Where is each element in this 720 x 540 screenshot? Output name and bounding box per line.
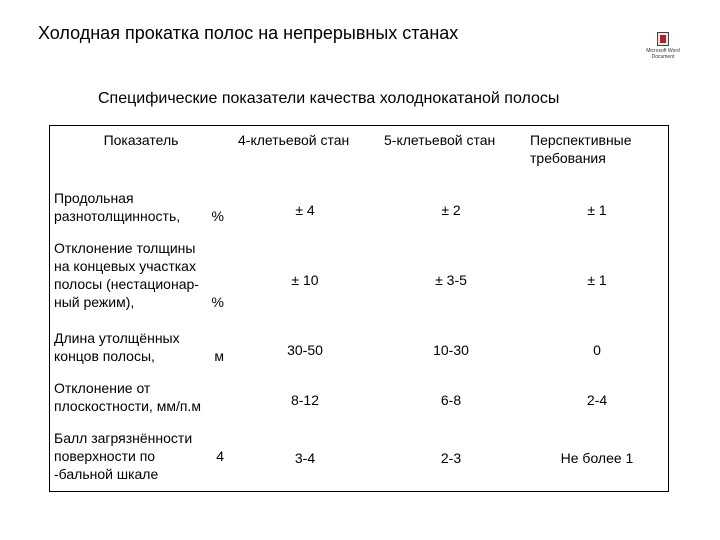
quality-table [49,125,669,492]
value-cell: 2-3 [440,450,462,466]
value-cell: ± 3-5 [435,272,467,288]
indicator-line: Отклонение толщины [54,240,196,256]
indicator-line: Балл загрязнённости [54,430,193,446]
page-title: Холодная прокатка полос на непрерывных станах [38,23,459,43]
document-logo-icon [657,32,669,46]
table-row [50,325,670,375]
indicator-line: плоскостности, мм/п.м [54,398,201,414]
indicator-line: полосы (нестационар- [54,276,199,292]
table-row [50,235,670,325]
header-indicator: Показатель [103,132,179,148]
value-cell: 10-30 [433,342,469,358]
indicator-line: Продольная [54,190,134,206]
indicator-unit: % [211,208,224,224]
table-row [50,425,670,491]
value-cell: 0 [593,342,601,358]
header-4-stand: 4-клетьевой стан [238,132,350,148]
indicator-cell [50,375,232,425]
value-cell: ± 2 [441,202,461,218]
value-cell: ± 4 [295,202,315,218]
indicator-line: разнотолщинность, [54,208,181,224]
header-5-stand: 5-клетьевой стан [384,132,496,148]
value-cell: 3-4 [294,450,316,466]
value-cell: 2-4 [586,392,608,408]
document-logo [646,30,680,62]
indicator-line: ный режим), [54,294,135,310]
indicator-line: поверхности по [54,448,156,464]
value-cell: ± 1 [587,202,607,218]
indicator-line: концов полосы, [54,348,155,364]
indicator-line: Длина утолщённых [54,330,180,346]
value-cell: ± 1 [587,272,607,288]
value-cell: 6-8 [440,392,462,408]
indicator-cell [50,425,232,491]
table-caption: Специфические показатели качества холоднокатаной полосы [98,90,560,107]
table-row [50,185,670,235]
indicator-unit: % [211,294,224,310]
indicator-unit: 4 [216,448,224,464]
indicator-cell [50,235,232,325]
value-cell: Не более 1 [560,450,634,466]
indicator-unit: м [214,348,224,364]
header-prospective: Перспективные требования [530,132,632,166]
table-header-row [50,126,670,185]
indicator-line: на концевых участках [54,258,196,274]
logo-text: Microsoft Word Document [646,48,680,60]
indicator-cell [50,325,232,375]
value-cell: ± 10 [291,272,319,288]
value-cell: 30-50 [287,342,323,358]
indicator-cell [50,185,232,235]
indicator-line: -бальной шкале [54,466,159,482]
indicator-line: Отклонение от [54,380,151,396]
value-cell: 8-12 [290,392,320,408]
table-row [50,375,670,425]
